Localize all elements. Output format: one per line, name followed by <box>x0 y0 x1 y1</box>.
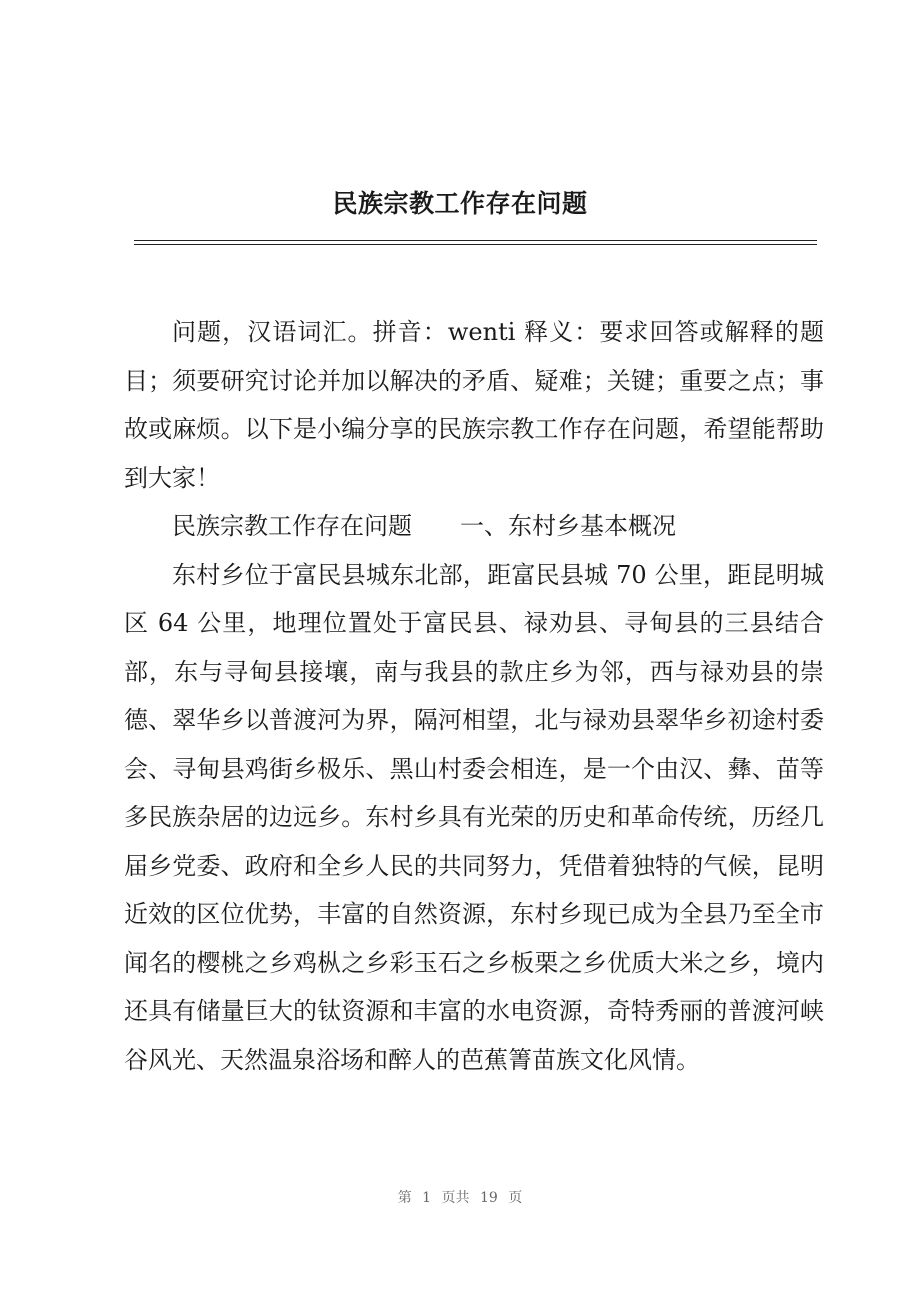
title-rule-bottom <box>134 244 817 245</box>
intro-paragraph: 问题，汉语词汇。拼音：wenti 释义：要求回答或解释的题目；须要研究讨论并加以解决的矛盾、疑难；关键；重要之点；事故或麻烦。以下是小编分享的民族宗教工作存在问题，希望能帮助到大家！ <box>124 318 824 492</box>
section-heading: 一、东村乡基本概况 <box>460 512 676 540</box>
title-rule-top <box>134 240 817 241</box>
body-paragraph: 东村乡位于富民县城东北部，距富民县城 70 公里，距昆明城区 64 公里，地理位置处于富民县、禄劝县、寻甸县的三县结合部，东与寻甸县接壤，南与我县的款庄乡为邻，西与禄劝县的崇德、翠华乡以普渡河为界，隔河相望，北与禄劝县翠华乡初途村委会、寻甸县鸡街乡极乐、黑山村委会相连，是一个由汉、彝、苗等多民族杂居的边远乡。东村乡具有光荣的历史和革命传统，历经几届乡党委、政府和全乡人民的共同努力，凭借着独特的气候，昆明近效的区位优势，丰富的自然资源，东村乡现已成为全县乃至全市闻名的樱桃之乡鸡枞之乡彩玉石之乡板栗之乡优质大米之乡，境内还具有储量巨大的钛资源和丰富的水电资源，奇特秀丽的普渡河峡谷风光、天然温泉浴场和醉人的芭蕉箐苗族文化风情。 <box>124 560 824 1074</box>
document-body <box>124 308 824 1084</box>
document-title: 民族宗教工作存在问题 <box>332 189 588 218</box>
section-heading-line <box>124 502 824 551</box>
heading-topic: 民族宗教工作存在问题 <box>172 512 412 540</box>
page-footer: 第 1 页共 19 页 <box>397 1190 523 1206</box>
